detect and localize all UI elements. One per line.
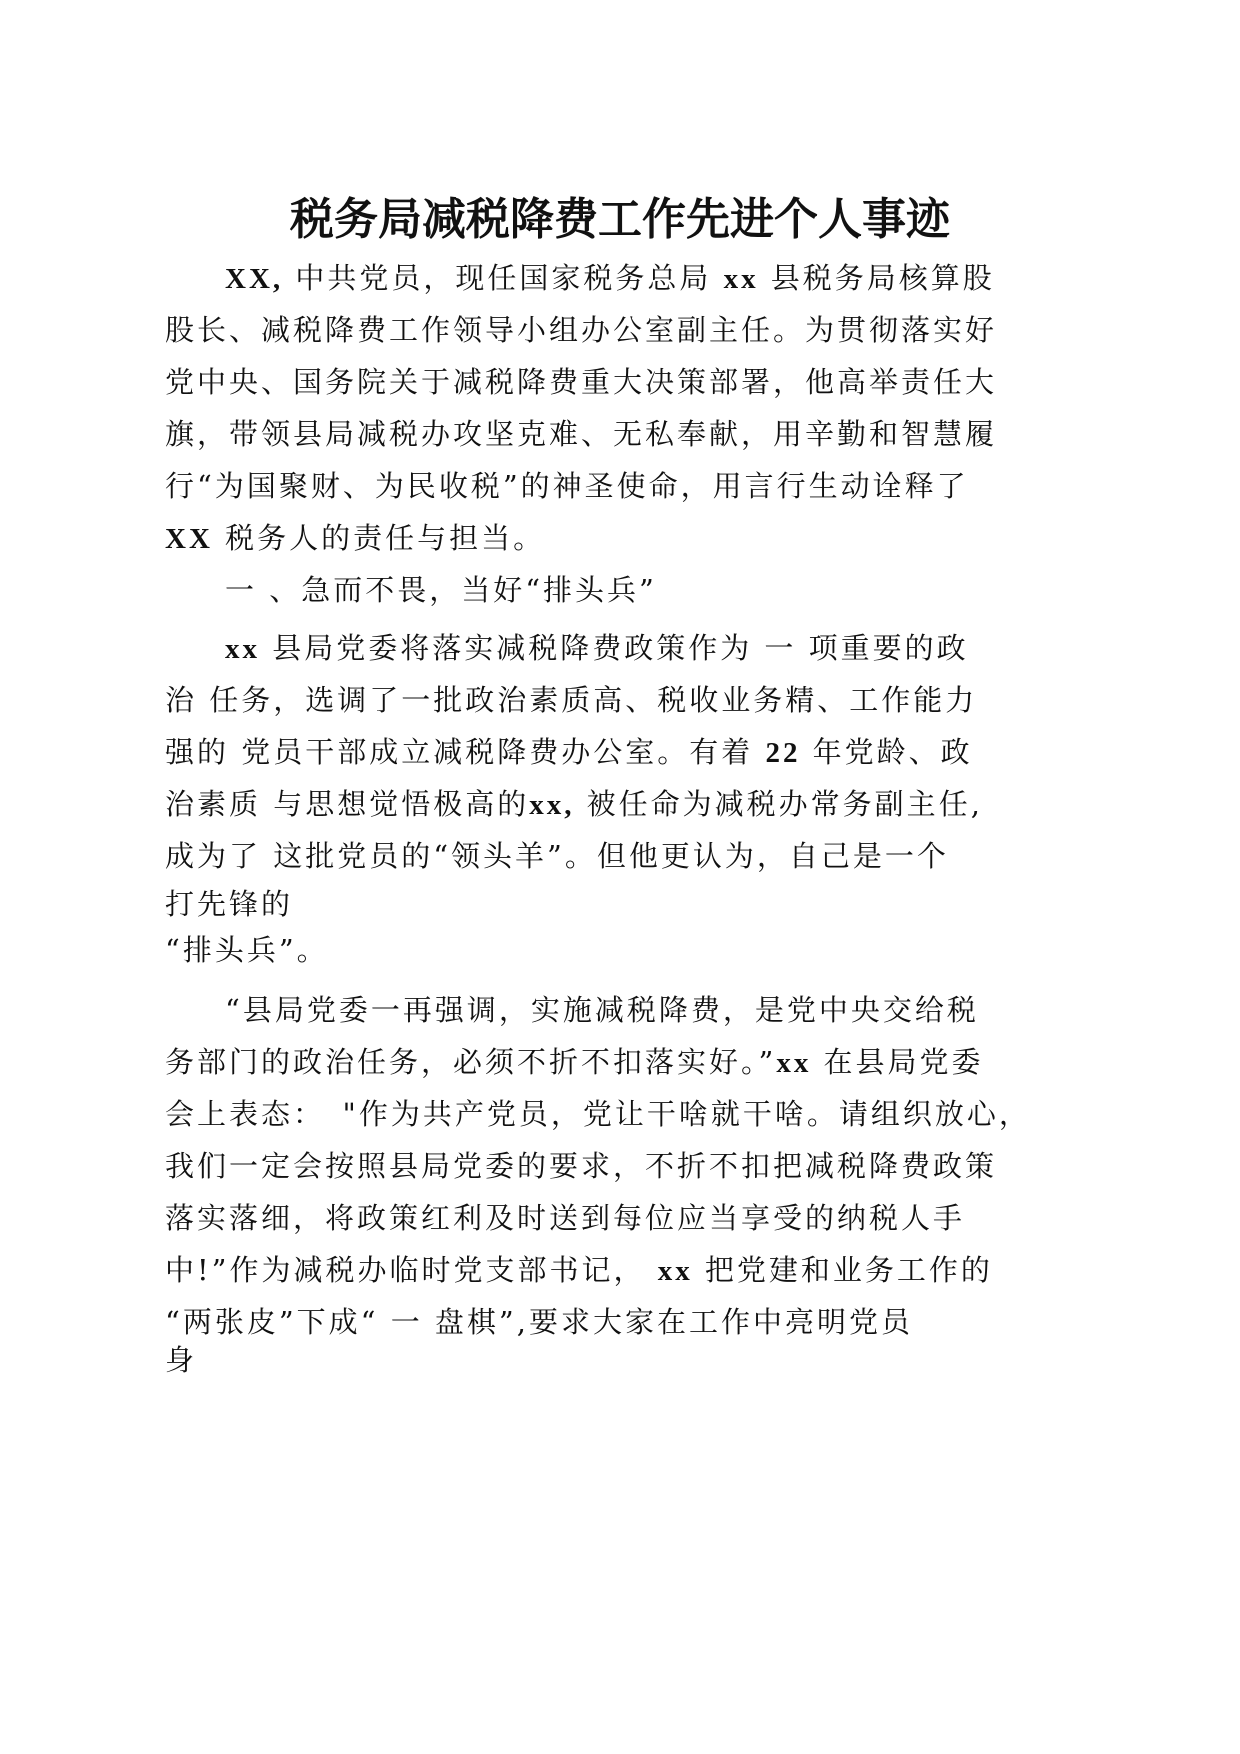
paragraph-3-line-7: “两张皮”下成“ 一 盘棋”,要求大家在工作中亮明党员 — [165, 1305, 913, 1339]
paragraph-1-line-4: 旗，带领县局减税办攻坚克难、无私奉献，用辛勤和智慧履 — [165, 417, 998, 451]
section-heading-1: 一 、急而不畏，当好“排头兵” — [225, 573, 657, 607]
paragraph-3-line-8: 身 — [165, 1343, 198, 1377]
text-span: 强的 党员干部成立减税降费办公室。有着 — [165, 735, 766, 769]
county-placeholder: xx — [723, 263, 759, 295]
paragraph-2-line-1 — [225, 628, 969, 669]
paragraph-2-line-4 — [165, 784, 983, 825]
text-span: 县局党委将落实减税降费政策作为 一 项重要的政 — [260, 631, 969, 665]
text-span: 年党龄、政 — [800, 735, 973, 769]
paragraph-1-line-2: 股长、减税降费工作领导小组办公室副主任。为贯彻落实好 — [165, 313, 998, 347]
paragraph-3-line-1: “县局党委一再强调，实施减税降费，是党中央交给税 — [225, 993, 979, 1027]
text-span: 县税务局核算股 — [758, 261, 995, 295]
name-placeholder: XX, — [225, 263, 284, 295]
text-span: 务部门的政治任务，必须不折不扣落实好。” — [165, 1045, 777, 1079]
paragraph-3-line-5: 落实落细，将政策红利及时送到每位应当享受的纳税人手 — [165, 1201, 966, 1235]
paragraph-3-line-3: 会上表态： "作为共产党员，党让干啥就干啥。请组织放心， — [165, 1097, 1031, 1131]
paragraph-2-line-5: 成为了 这批党员的“领头羊”。但他更认为，自己是一个 — [165, 839, 949, 873]
county-placeholder: xx — [225, 633, 260, 665]
paragraph-3-line-6 — [165, 1250, 993, 1291]
name-placeholder: XX — [165, 523, 213, 555]
text-span: 把党建和业务工作的 — [692, 1253, 993, 1287]
text-span: 治素质 与思想觉悟极高的 — [165, 787, 530, 821]
paragraph-2-line-6: 打先锋的 — [165, 887, 294, 921]
name-placeholder: xx, — [529, 789, 575, 821]
text-span: 中!”作为减税办临时党支部书记， — [165, 1253, 658, 1287]
paragraph-2-line-2: 治 任务，选调了一批政治素质高、税收业务精、工作能力 — [165, 683, 978, 717]
paragraph-2-line-7: “排头兵”。 — [165, 933, 329, 967]
text-span: 中共党员，现任国家税务总局 — [283, 261, 724, 295]
text-span: 在县局党委 — [811, 1045, 984, 1079]
name-placeholder: xx — [776, 1047, 812, 1079]
paragraph-1-line-5: 行“为国聚财、为民收税”的神圣使命，用言行生动诠释了 — [165, 469, 969, 503]
text-span: 被任命为减税办常务副主任, — [574, 787, 983, 821]
party-years-number: 22 — [765, 737, 801, 769]
paragraph-3-line-2 — [165, 1042, 984, 1083]
paragraph-1-line-3: 党中央、国务院关于减税降费重大决策部署，他高举责任大 — [165, 365, 998, 399]
document-title: 税务局减税降费工作先进个人事迹 — [290, 194, 950, 245]
paragraph-2-line-3 — [165, 732, 973, 773]
text-span: 税务人的责任与担当。 — [212, 521, 546, 555]
paragraph-3-line-4: 我们一定会按照县局党委的要求，不折不扣把减税降费政策 — [165, 1149, 998, 1183]
paragraph-1-line-1 — [225, 258, 995, 299]
paragraph-1-line-6 — [165, 518, 545, 559]
name-placeholder: xx — [657, 1255, 693, 1287]
